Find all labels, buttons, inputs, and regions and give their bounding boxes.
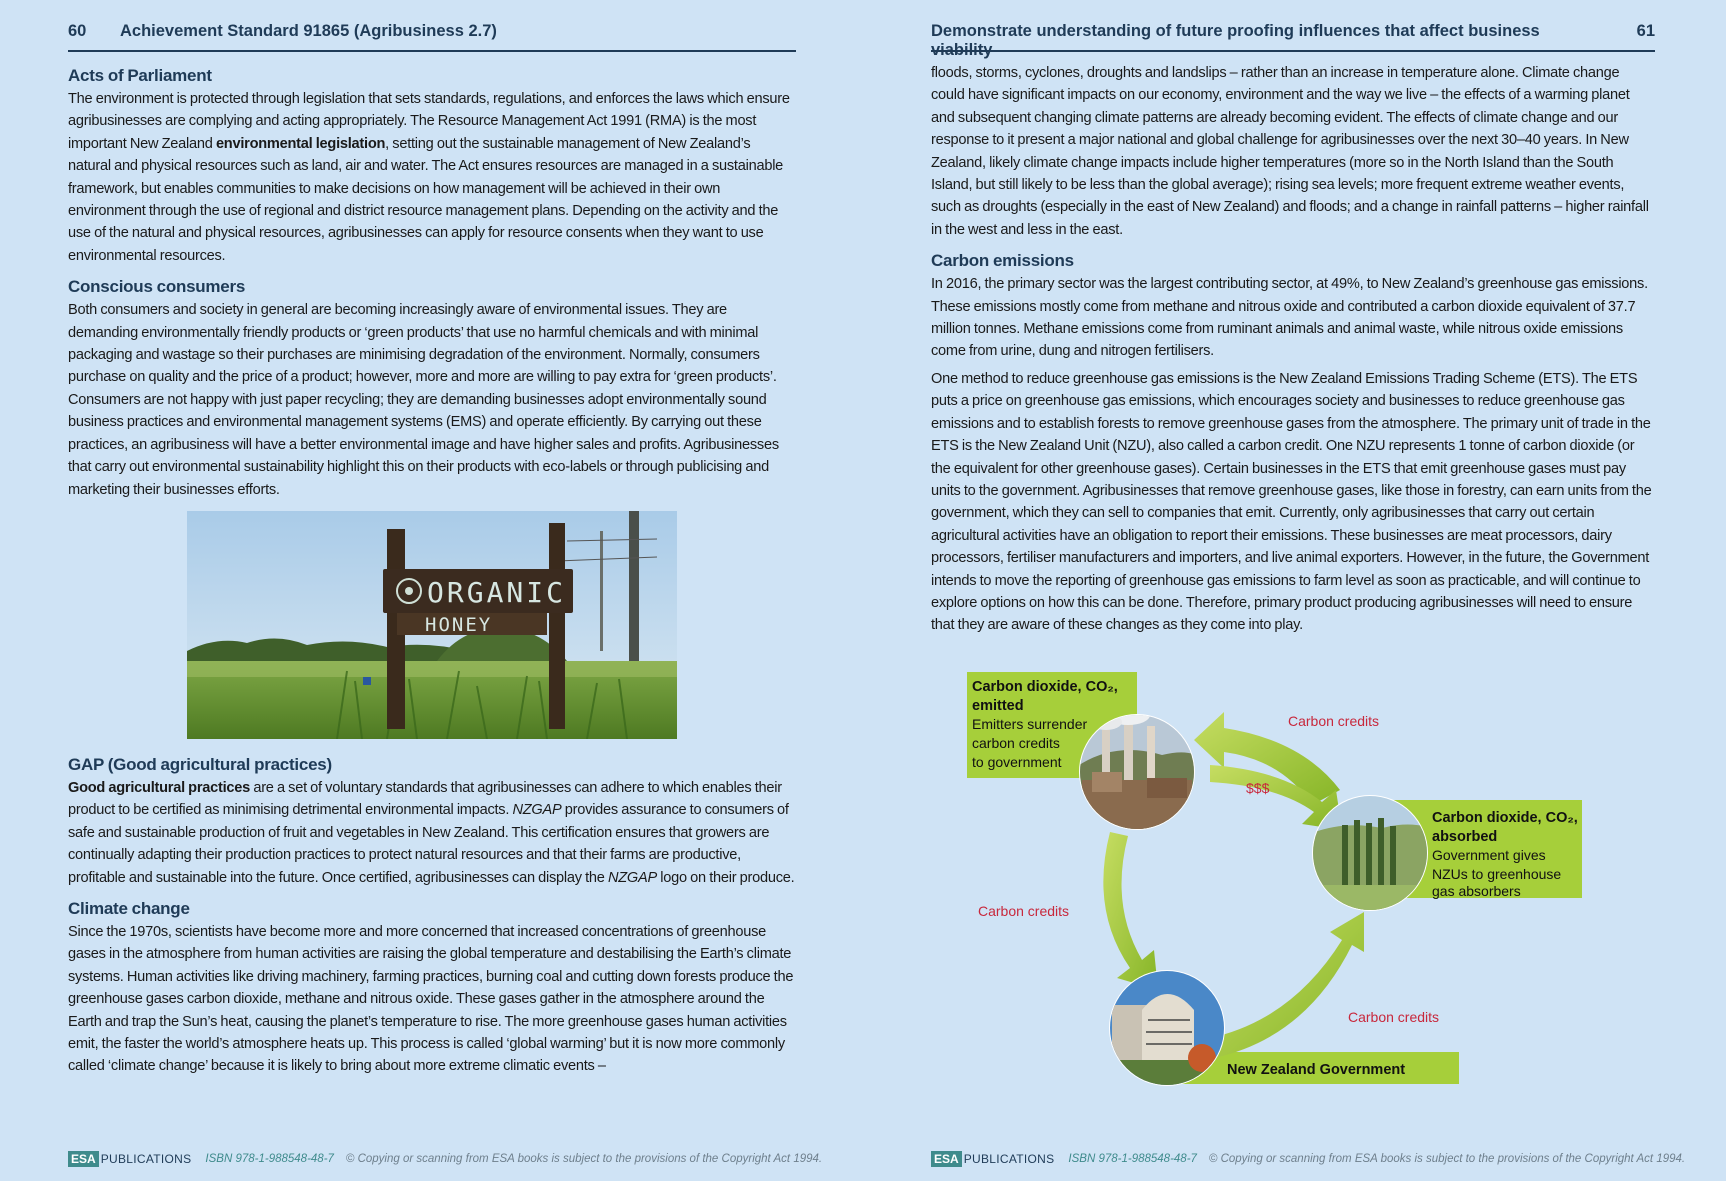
organic-honey-sign-image	[187, 511, 677, 739]
esa-logo-box: ESA	[68, 1151, 99, 1167]
paragraph-climate-continued: floods, storms, cyclones, droughts and landslips – rather than an increase in temperature alone. Climate change could have significant impacts on our economy, environment and the way we live – the effects of a warming planet and subsequent changing climate patterns are already becoming evident. The effects of climate change and our response to it present a major national and global challenge for agribusinesses over the next 30–40 years. In New Zealand, likely climate change impacts include higher temperatures (more so in the North Island than the South Island, but still likely to be less than the global average); rising sea levels; more frequent extreme weather events, such as droughts (especially in the east of New Zealand) and floods; and a change in rainfall patterns – higher rainfall in the west and less in the east.	[931, 65, 1649, 238]
paragraph-acts	[68, 88, 796, 267]
italic-term: NZGAP	[512, 802, 562, 819]
arrow-label-left: Carbon credits	[978, 903, 1070, 919]
paragraph-gap	[68, 777, 796, 889]
text-run: logo on their produce.	[656, 869, 795, 886]
heading-carbon-emissions: Carbon emissions	[931, 251, 1074, 271]
absorbed-title-line1: Carbon dioxide, CO₂,	[1432, 810, 1578, 826]
footer-left	[68, 1150, 823, 1168]
heading-acts-of-parliament: Acts of Parliament	[68, 66, 212, 85]
paragraph-consumers: Both consumers and society in general are becoming increasingly aware of environmental issues. They are demanding environmentally friendly products or ‘green products’ that use no harmful chemicals and with minimal packaging and wastage so their purchases are minimising degradation of the environment. Normally, consumers purchase on quality and the price of a product; however, more and more are willing to pay extra for ‘green products’. Consumers are not happy with just paper recycling; they are demanding businesses adopt environmentally sound business practices and environmental management systems (EMS) and operate efficiently. By carrying out these practices, an agribusiness will have a better environmental image and have higher sales and profits. Agribusinesses that carry out environmental sustainability highlight this on their products with eco-labels or through publicising and marketing their businesses efforts.	[68, 302, 779, 498]
isbn: ISBN 978-1-988548-48-7	[1068, 1153, 1197, 1165]
esa-logo-text: PUBLICATIONS	[100, 1152, 192, 1166]
heading-climate-change: Climate change	[68, 898, 190, 918]
running-title: Achievement Standard 91865 (Agribusiness 2.7)	[120, 22, 497, 40]
right-text-flow	[931, 62, 1655, 642]
absorbed-desc-line3: gas absorbers	[1432, 883, 1521, 899]
emitted-desc-line1: Emitters surrender	[972, 716, 1088, 732]
arrow-left-down	[1103, 832, 1158, 990]
heading-conscious-consumers: Conscious consumers	[68, 277, 246, 297]
page-number: 60	[68, 22, 87, 40]
esa-logo	[931, 1151, 1054, 1167]
text-run: , setting out the sustainable management of New Zealand’s natural and physical resources such as land, air and water. The Act ensures resources are managed in a sustainable framework, but enables communities to make decisions on how management will be achieved in their own environment through the use of regional and district resource management plans. Depending on the activity and the use of the natural and physical resources, agribusinesses can apply for resource consents when they want to use environmental resources.	[68, 135, 784, 264]
sign-text-honey: HONEY	[425, 613, 493, 636]
esa-logo	[68, 1151, 191, 1167]
text-run: provides assurance to consumers of safe and sustainable production of fruit and vegetables in New Zealand. This certification ensures that growers are continually adapting their production practices to protect natural resources and that their farms are productive, profitable and sustainable into the future. Once certified, agribusinesses can display the	[68, 802, 789, 886]
emitted-title-line1: Carbon dioxide, CO₂,	[972, 679, 1118, 695]
copyright-notice: © Copying or scanning from ESA books is subject to the provisions of the Copyright Act 1994.	[1208, 1153, 1686, 1165]
page-number: 61	[1636, 22, 1655, 40]
running-head-right	[931, 18, 1655, 59]
arrow-label-money: $$$	[1246, 780, 1270, 796]
emitted-title-line2: emitted	[972, 698, 1024, 714]
isbn: ISBN 978-1-988548-48-7	[205, 1153, 334, 1165]
italic-term: NZGAP	[607, 869, 657, 886]
arrow-bottom-up	[1210, 912, 1364, 1058]
text-run: are a set of voluntary standards that agribusinesses can adhere to which enables their product to be certified as minimising detrimental environmental impacts.	[68, 779, 782, 819]
esa-logo-box: ESA	[931, 1151, 962, 1167]
arrow-label-bottom: Carbon credits	[1348, 1009, 1440, 1025]
paragraph-climate: Since the 1970s, scientists have become more and more concerned that increased concentrations of greenhouse gases in the atmosphere from human activities are raising the global temperature and destabilising the Earth’s climate systems. Human activities like driving machinery, farming practices, burning coal and cutting down forests produce the greenhouse gases carbon dioxide, methane and nitrous oxide. These gases gather in the atmosphere around the Earth and trap the Sun’s heat, causing the planet’s temperature to rise. The more greenhouse gases human activities emit, the faster the world’s atmosphere heats up. This process is called ‘global warming’ but it is now more commonly called ‘climate change’ because it is likely to bring about more extreme climatic events –	[68, 923, 794, 1075]
organic-honey-photo	[187, 511, 677, 739]
emitted-desc-line2: carbon credits	[972, 735, 1060, 751]
esa-logo-text: PUBLICATIONS	[963, 1152, 1055, 1166]
absorbed-title-line2: absorbed	[1432, 829, 1498, 845]
sign-text-organic: ORGANIC	[427, 575, 567, 609]
carbon-credit-cycle-diagram	[962, 660, 1652, 1090]
left-text-flow	[68, 64, 796, 1083]
copyright-notice: © Copying or scanning from ESA books is subject to the provisions of the Copyright Act 1994.	[345, 1153, 823, 1165]
absorbed-desc-line2: NZUs to greenhouse	[1432, 866, 1562, 882]
absorbed-desc-line1: Government gives	[1432, 847, 1546, 863]
arrow-label-top: Carbon credits	[1288, 713, 1380, 729]
text-run: The environment is protected through legislation that sets standards, regulations, and enforces the laws which ensure agribusinesses are complying and acting appropriately. The Resource Management Act 1991 (RMA) is the most important New Zealand	[68, 91, 790, 152]
running-title: Demonstrate understanding of future proofing influences that affect business viability	[931, 22, 1540, 59]
left-page	[68, 0, 823, 1181]
emitted-desc-line3: to government	[972, 754, 1062, 770]
footer-right	[931, 1150, 1686, 1168]
bold-term: Good agricultural practices	[68, 779, 251, 796]
heading-gap: GAP (Good agricultural practices)	[68, 754, 332, 774]
bold-term: environmental legislation	[215, 135, 386, 152]
paragraph-carbon-1: In 2016, the primary sector was the largest contributing sector, at 49%, to New Zealand’s greenhouse gas emissions. These emissions mostly come from methane and nitrous oxide and contributed a carbon dioxide equivalent of 37.7 million tonnes. Methane emissions come from ruminant animals and animal waste, while nitrous oxide emissions come from urine, dung and nitrogen fertilisers.	[931, 276, 1648, 360]
government-label: New Zealand Government	[1227, 1062, 1406, 1078]
paragraph-carbon-2: One method to reduce greenhouse gas emissions is the New Zealand Emissions Trading Scheme (ETS). The ETS puts a price on greenhouse gas emissions, which encourages society and businesses to reduce greenhouse gas emissions and to establish forests to remove greenhouse gases from the atmosphere. The primary unit of trade in the ETS is the New Zealand Unit (NZU), also called a carbon credit. One NZU represents 1 tonne of carbon dioxide (or the equivalent for other greenhouse gases). Certain businesses in the ETS that emit greenhouse gases must pay units to the government. Agribusinesses that remove greenhouse gases, like those in forestry, can earn units from the government, which they can sell to companies that emit. Currently, only agribusinesses that carry out certain agricultural activities have an obligation to report their emissions. These businesses are meat processors, dairy processors, fertiliser manufacturers and importers, and live animal exporters. However, in the future, the Government intends to move the reporting of greenhouse gas emissions to farm level as soon as practicable, and will continue to explore options on how this can be done. Therefore, primary product producing agribusinesses will need to ensure that they are aware of these changes as they come into play.	[931, 370, 1652, 634]
running-head-left	[68, 18, 796, 52]
